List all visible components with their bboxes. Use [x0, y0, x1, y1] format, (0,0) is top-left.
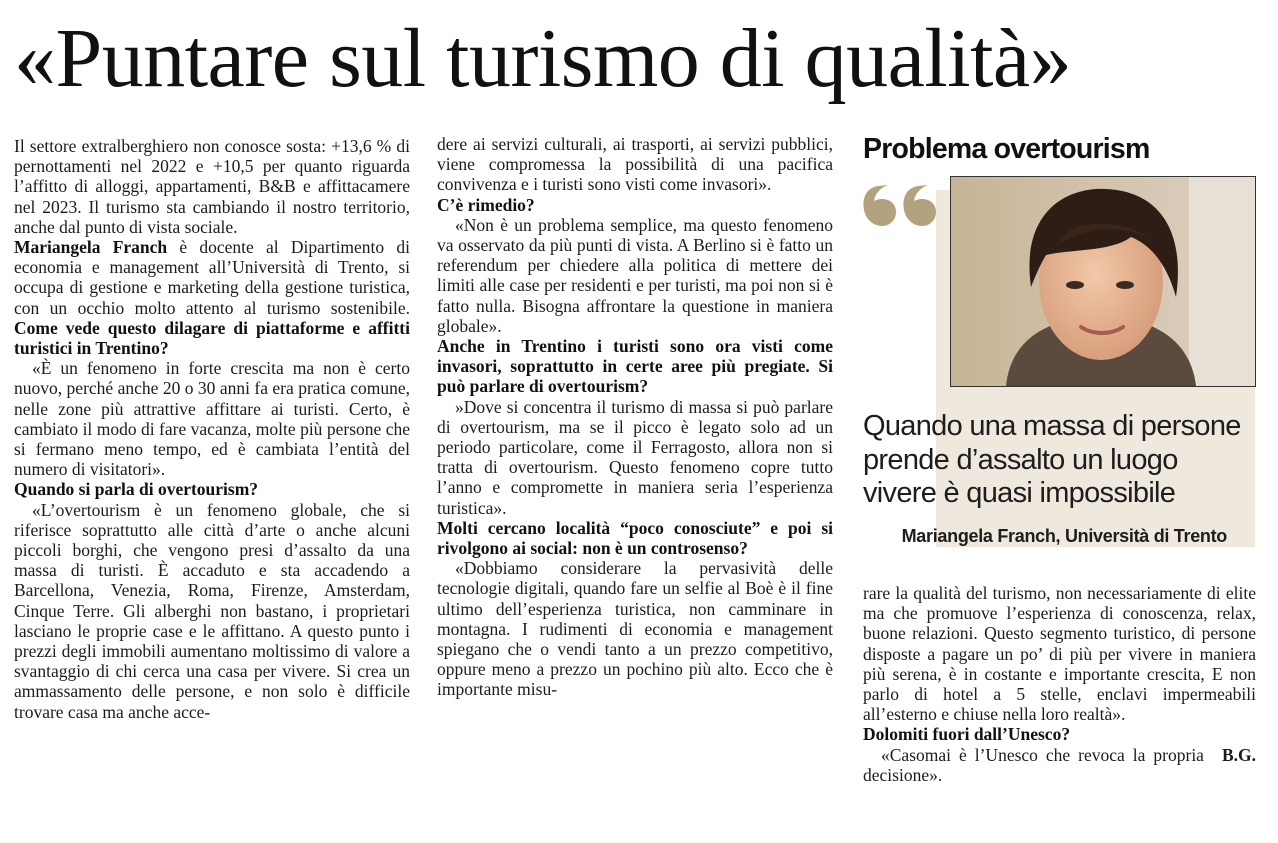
- answer-4: »Dove si concentra il turismo di massa si può parlare di overtourism, ma se il picco è legato solo ad un periodo particolare, come il Ferragosto, allora non si tratta di overtourism. Questo fenomeno copre tutto l’anno e compromette in maniera seria l’esperienza turistica».: [437, 396, 833, 518]
- headline: «Puntare sul turismo di qualità»: [14, 12, 1072, 105]
- continuation-text: rare la qualità del turismo, non necessariamente di elite ma che promuove l’esperienza di conoscenza, relax, buone relazioni. Questo segmento turistico, di persone disposte a pagare un po’ di più per vivere in maniera più serena, è in costante e importante crescita, E non parlo di hotel a 5 stelle, enclavi impermeabili all’esterno e chiuse nella loro realtà».: [863, 583, 1256, 725]
- question-1: Come vede questo dilagare di piattaforme e affitti turistici in Trentino?: [14, 317, 410, 359]
- author-signature: B.G.: [1221, 744, 1256, 765]
- question-3: C’è rimedio?: [437, 194, 535, 215]
- question-4: Anche in Trentino i turisti sono ora visti come invasori, soprattutto in certe aree più pregiate. Si può parlare di overtourism?: [437, 336, 833, 397]
- article-column-1: [14, 136, 410, 722]
- author-bio: [14, 237, 410, 358]
- answer-1: «È un fenomeno in forte crescita ma non è certo nuovo, perché anche 20 o 30 anni fa era pratica comune, nelle zone più attrattive affittare ai turisti. Certo, è cambiato il modo di fare vacanza, molte più persone che si fermano meno tempo, ed è cambiata l’entità del numero di visitatori».: [14, 358, 410, 480]
- answer-3: «Non è un problema semplice, ma questo fenomeno va osservato da più punti di vista. A Berlino si è fatto un referendum per chiedere alla politica di mettere dei limiti alle case per residenti e per turisti, ma poi non si è fatto nulla. Bisogna affrontare la questione in maniera globale».: [437, 214, 833, 336]
- answer-5: «Dobbiamo considerare la pervasività delle tecnologie digitali, quando fare un selfie al Boè è il fine ultimo dell’esperienza turistica, non camminare in montagna. I rudimenti di economia e management spiegano che o vendi tanto a un prezzo competitivo, oppure meno a prezzo un pochino più alto. Ecco che è importante misu-: [437, 558, 833, 700]
- question-6: Dolomiti fuori dall’Unesco?: [863, 724, 1071, 745]
- continuation-text: dere ai servizi culturali, ai trasporti, ai servizi pubblici, viene compromessa la possibilità di una pacifica convivenza e i turisti sono visti come invasori».: [437, 134, 833, 195]
- article-column-2: [437, 134, 833, 700]
- pull-quote-line: prende d’assalto un luogo: [863, 443, 1178, 476]
- quote-marks-icon: [860, 172, 946, 230]
- answer-2: «L’overtourism è un fenomeno globale, che si riferisce soprattutto alle città d’arte o anche alcuni piccoli borghi, che vengono presi d’assalto da una massa di turisti. È accaduto e sta accadendo a Barcellona, Venezia, Roma, Firenze, Amsterdam, Cinque Terre. Gli alberghi non bastano, i proprietari lasciano le proprie case e le affittano. A questo punto i prezzi degli immobili aumentano moltissimo di valore a svantaggio di chi cerca una casa per vivere. Si crea un ammassamento delle persone, e non solo è difficile trovare casa ma anche acce-: [14, 499, 410, 722]
- answer-6-text: «Casomai è l’Unesco che revoca la propria decisione».: [863, 744, 1204, 785]
- intro-paragraph: Il settore extralberghiero non conosce sosta: +13,6 % di pernottamenti nel 2022 e +10,5 per quanto riguarda l’affitto di alloggi, appartamenti, B&B e affittacamere nel 2023. Il turismo sta cambiando il nostro territorio, anche dal punto di vista sociale.: [14, 136, 410, 237]
- author-bio-text: è docente al Dipartimento di economia e management all’Università di Trento, si occupa di gestione e marketing della gestione turistica, con un occhio molto attento al turismo sostenibile.: [14, 237, 410, 318]
- pull-quote: [863, 410, 1243, 511]
- box-title: Problema overtourism: [863, 133, 1150, 165]
- article-column-3: [863, 583, 1256, 785]
- pull-quote-line: vivere è quasi impossibile: [863, 477, 1176, 509]
- question-5: Molti cercano località “poco conosciute” e poi si rivolgono ai social: non è un controsenso?: [437, 517, 833, 559]
- author-name: Mariangela Franch: [14, 237, 168, 258]
- quote-attribution: Mariangela Franch, Università di Trento: [901, 526, 1227, 546]
- portrait-photo: [950, 176, 1256, 387]
- pull-quote-line: Quando una massa di persone: [863, 410, 1241, 442]
- question-2: Quando si parla di overtourism?: [14, 479, 259, 500]
- answer-6: [863, 745, 1256, 785]
